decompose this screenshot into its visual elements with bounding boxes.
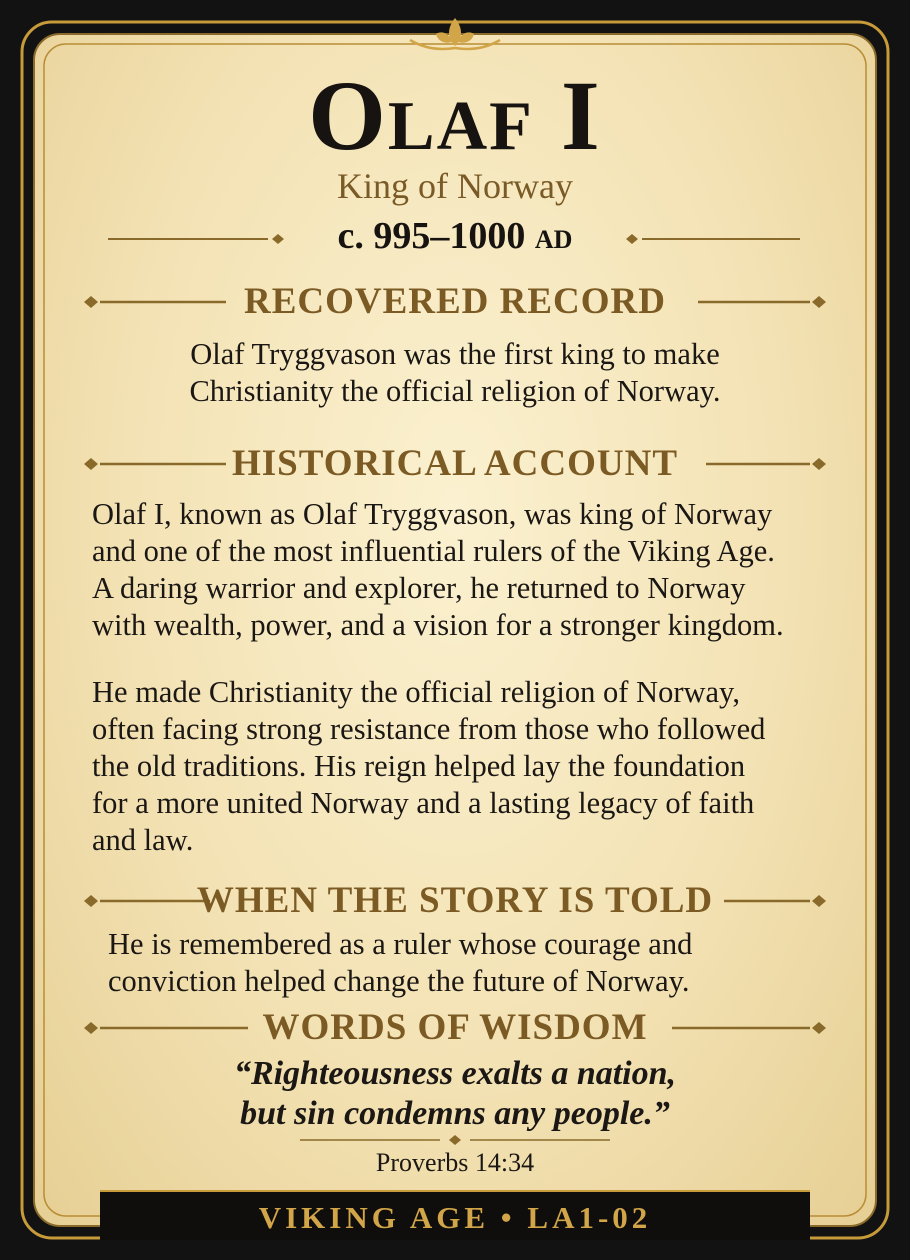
wisdom-citation: Proverbs 14:34 [375,1148,535,1177]
recovered-record-text [0,336,910,410]
heading-recovered-record: RECOVERED RECORD [243,281,666,322]
reign-dates-range: c. 995–1000 [337,215,526,257]
heading-words-of-wisdom: WORDS OF WISDOM [262,1007,648,1048]
wisdom-quote [0,1054,910,1134]
story-told-text [108,926,828,1000]
text-line: Olaf I, known as Olaf Tryggvason, was king of Norway [92,497,773,531]
text-line: often facing strong resistance from those who followed [92,712,766,746]
text-line: He is remembered as a ruler whose courage and [108,927,693,961]
reign-dates-era: AD [534,225,573,254]
text-line: with wealth, power, and a vision for a stronger kingdom. [92,608,784,642]
heading-historical-account: HISTORICAL ACCOUNT [231,443,678,484]
text-line: He made Christianity the official religion of Norway, [92,675,740,709]
quote-line: but sin condemns any people.” [240,1095,670,1132]
heading-story-told: WHEN THE STORY IS TOLD [196,880,714,921]
quote-line: “Righteousness exalts a nation, [233,1055,677,1092]
footer-label: VIKING AGE • LA1-02 [258,1200,652,1235]
text-line: A daring warrior and explorer, he returned to Norway [92,571,746,605]
reign-dates [0,214,910,262]
text-line: and one of the most influential rulers of the Viking Age. [92,534,775,568]
text-line: and law. [92,823,194,857]
text-line: conviction helped change the future of Norway. [108,964,690,998]
card-title: Olaf I [308,60,602,171]
historical-account-paragraph-2 [92,674,852,859]
historical-account-paragraph-1 [92,496,852,644]
text-line: Olaf Tryggvason was the first king to make [190,337,720,371]
card-subtitle: King of Norway [337,166,573,206]
text-line: the old traditions. His reign helped lay the foundation [92,749,746,783]
text-line: for a more united Norway and a lasting legacy of faith [92,786,755,820]
text-line: Christianity the official religion of Norway. [189,374,721,408]
